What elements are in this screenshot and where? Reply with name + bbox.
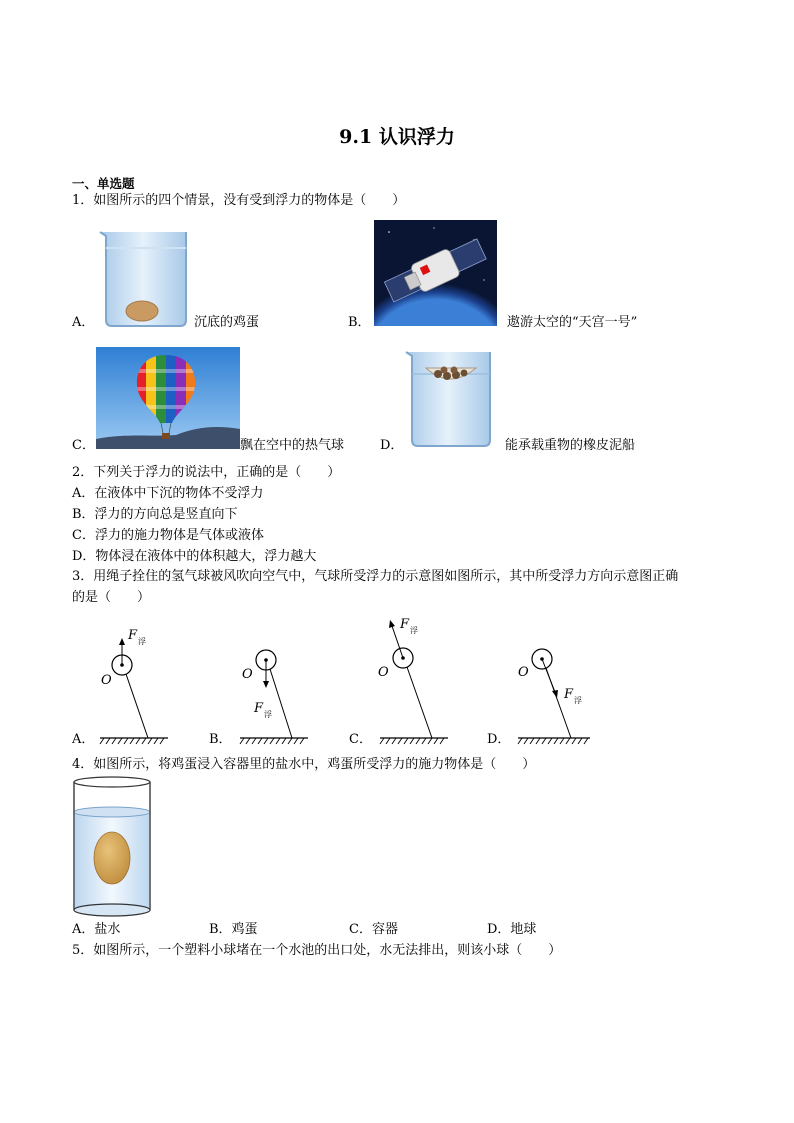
diagram-c-f-label: F bbox=[400, 617, 410, 632]
q3-option-b-letter: B． bbox=[209, 732, 232, 747]
q1-option-b-letter: B． bbox=[348, 315, 371, 330]
section-heading: 一、单选题 bbox=[72, 176, 135, 191]
diagram-d-f-label: F bbox=[564, 687, 574, 702]
diagram-d-o-label: O bbox=[518, 665, 529, 680]
beaker-clay-boat-image bbox=[404, 350, 496, 448]
question-3-stem-line2: 的是（ ） bbox=[72, 590, 151, 605]
q2-option-b: B．浮力的方向总是竖直向下 bbox=[72, 507, 238, 522]
page-title: 9.1 认识浮力 bbox=[339, 126, 455, 148]
q4-option-c: C．容器 bbox=[349, 922, 398, 937]
question-1-stem: 1．如图所示的四个情景，没有受到浮力的物体是（ ） bbox=[72, 193, 406, 208]
q1-option-d-letter: D． bbox=[380, 438, 404, 453]
hot-air-balloon-image bbox=[96, 347, 240, 449]
q1-option-c-letter: C． bbox=[72, 438, 95, 453]
q4-option-b: B．鸡蛋 bbox=[209, 922, 258, 937]
diagram-b-f-label: F bbox=[254, 701, 264, 716]
diagram-c-o-label: O bbox=[378, 665, 389, 680]
q1-option-c-caption: 飘在空中的热气球 bbox=[240, 438, 345, 453]
diagram-a-f-sub: 浮 bbox=[138, 637, 146, 646]
question-4-stem: 4．如图所示，将鸡蛋浸入容器里的盐水中，鸡蛋所受浮力的施力物体是（ ） bbox=[72, 757, 536, 772]
salt-water-cylinder-image bbox=[72, 776, 154, 918]
beaker-egg-image bbox=[96, 230, 192, 328]
q1-option-a-caption: 沉底的鸡蛋 bbox=[194, 315, 260, 330]
q4-option-a: A．盐水 bbox=[72, 922, 121, 937]
diagram-b-f-sub: 浮 bbox=[264, 710, 272, 719]
question-2-stem: 2．下列关于浮力的说法中，正确的是（ ） bbox=[72, 465, 341, 480]
q1-option-d-caption: 能承载重物的橡皮泥船 bbox=[505, 438, 636, 453]
diagram-a-o-label: O bbox=[101, 673, 112, 688]
q4-option-d: D．地球 bbox=[487, 922, 537, 937]
force-diagram-b bbox=[236, 618, 322, 744]
q1-option-b-caption: 遨游太空的“天宫一号” bbox=[507, 315, 638, 330]
question-3-stem-line1: 3．用绳子拴住的氢气球被风吹向空气中，气球所受浮力的示意图如图所示，其中所受浮力方向示意图正确 bbox=[72, 569, 679, 584]
force-diagram-c bbox=[376, 610, 456, 744]
space-station-image bbox=[374, 220, 497, 326]
q1-option-a-letter: A． bbox=[72, 315, 95, 330]
diagram-a-f-label: F bbox=[128, 628, 138, 643]
force-diagram-d bbox=[514, 618, 600, 744]
q2-option-d: D．物体浸在液体中的体积越大，浮力越大 bbox=[72, 549, 317, 564]
diagram-d-f-sub: 浮 bbox=[574, 696, 582, 705]
question-5-stem: 5．如图所示，一个塑料小球堵在一个水池的出口处，水无法排出，则该小球（ ） bbox=[72, 943, 562, 958]
q3-option-a-letter: A． bbox=[72, 732, 95, 747]
q3-option-d-letter: D． bbox=[487, 732, 511, 747]
q2-option-a: A．在液体中下沉的物体不受浮力 bbox=[72, 486, 264, 501]
q3-option-c-letter: C． bbox=[349, 732, 372, 747]
diagram-b-o-label: O bbox=[242, 667, 253, 682]
force-diagram-a bbox=[96, 618, 176, 744]
q2-option-c: C．浮力的施力物体是气体或液体 bbox=[72, 528, 264, 543]
diagram-c-f-sub: 浮 bbox=[410, 626, 418, 635]
